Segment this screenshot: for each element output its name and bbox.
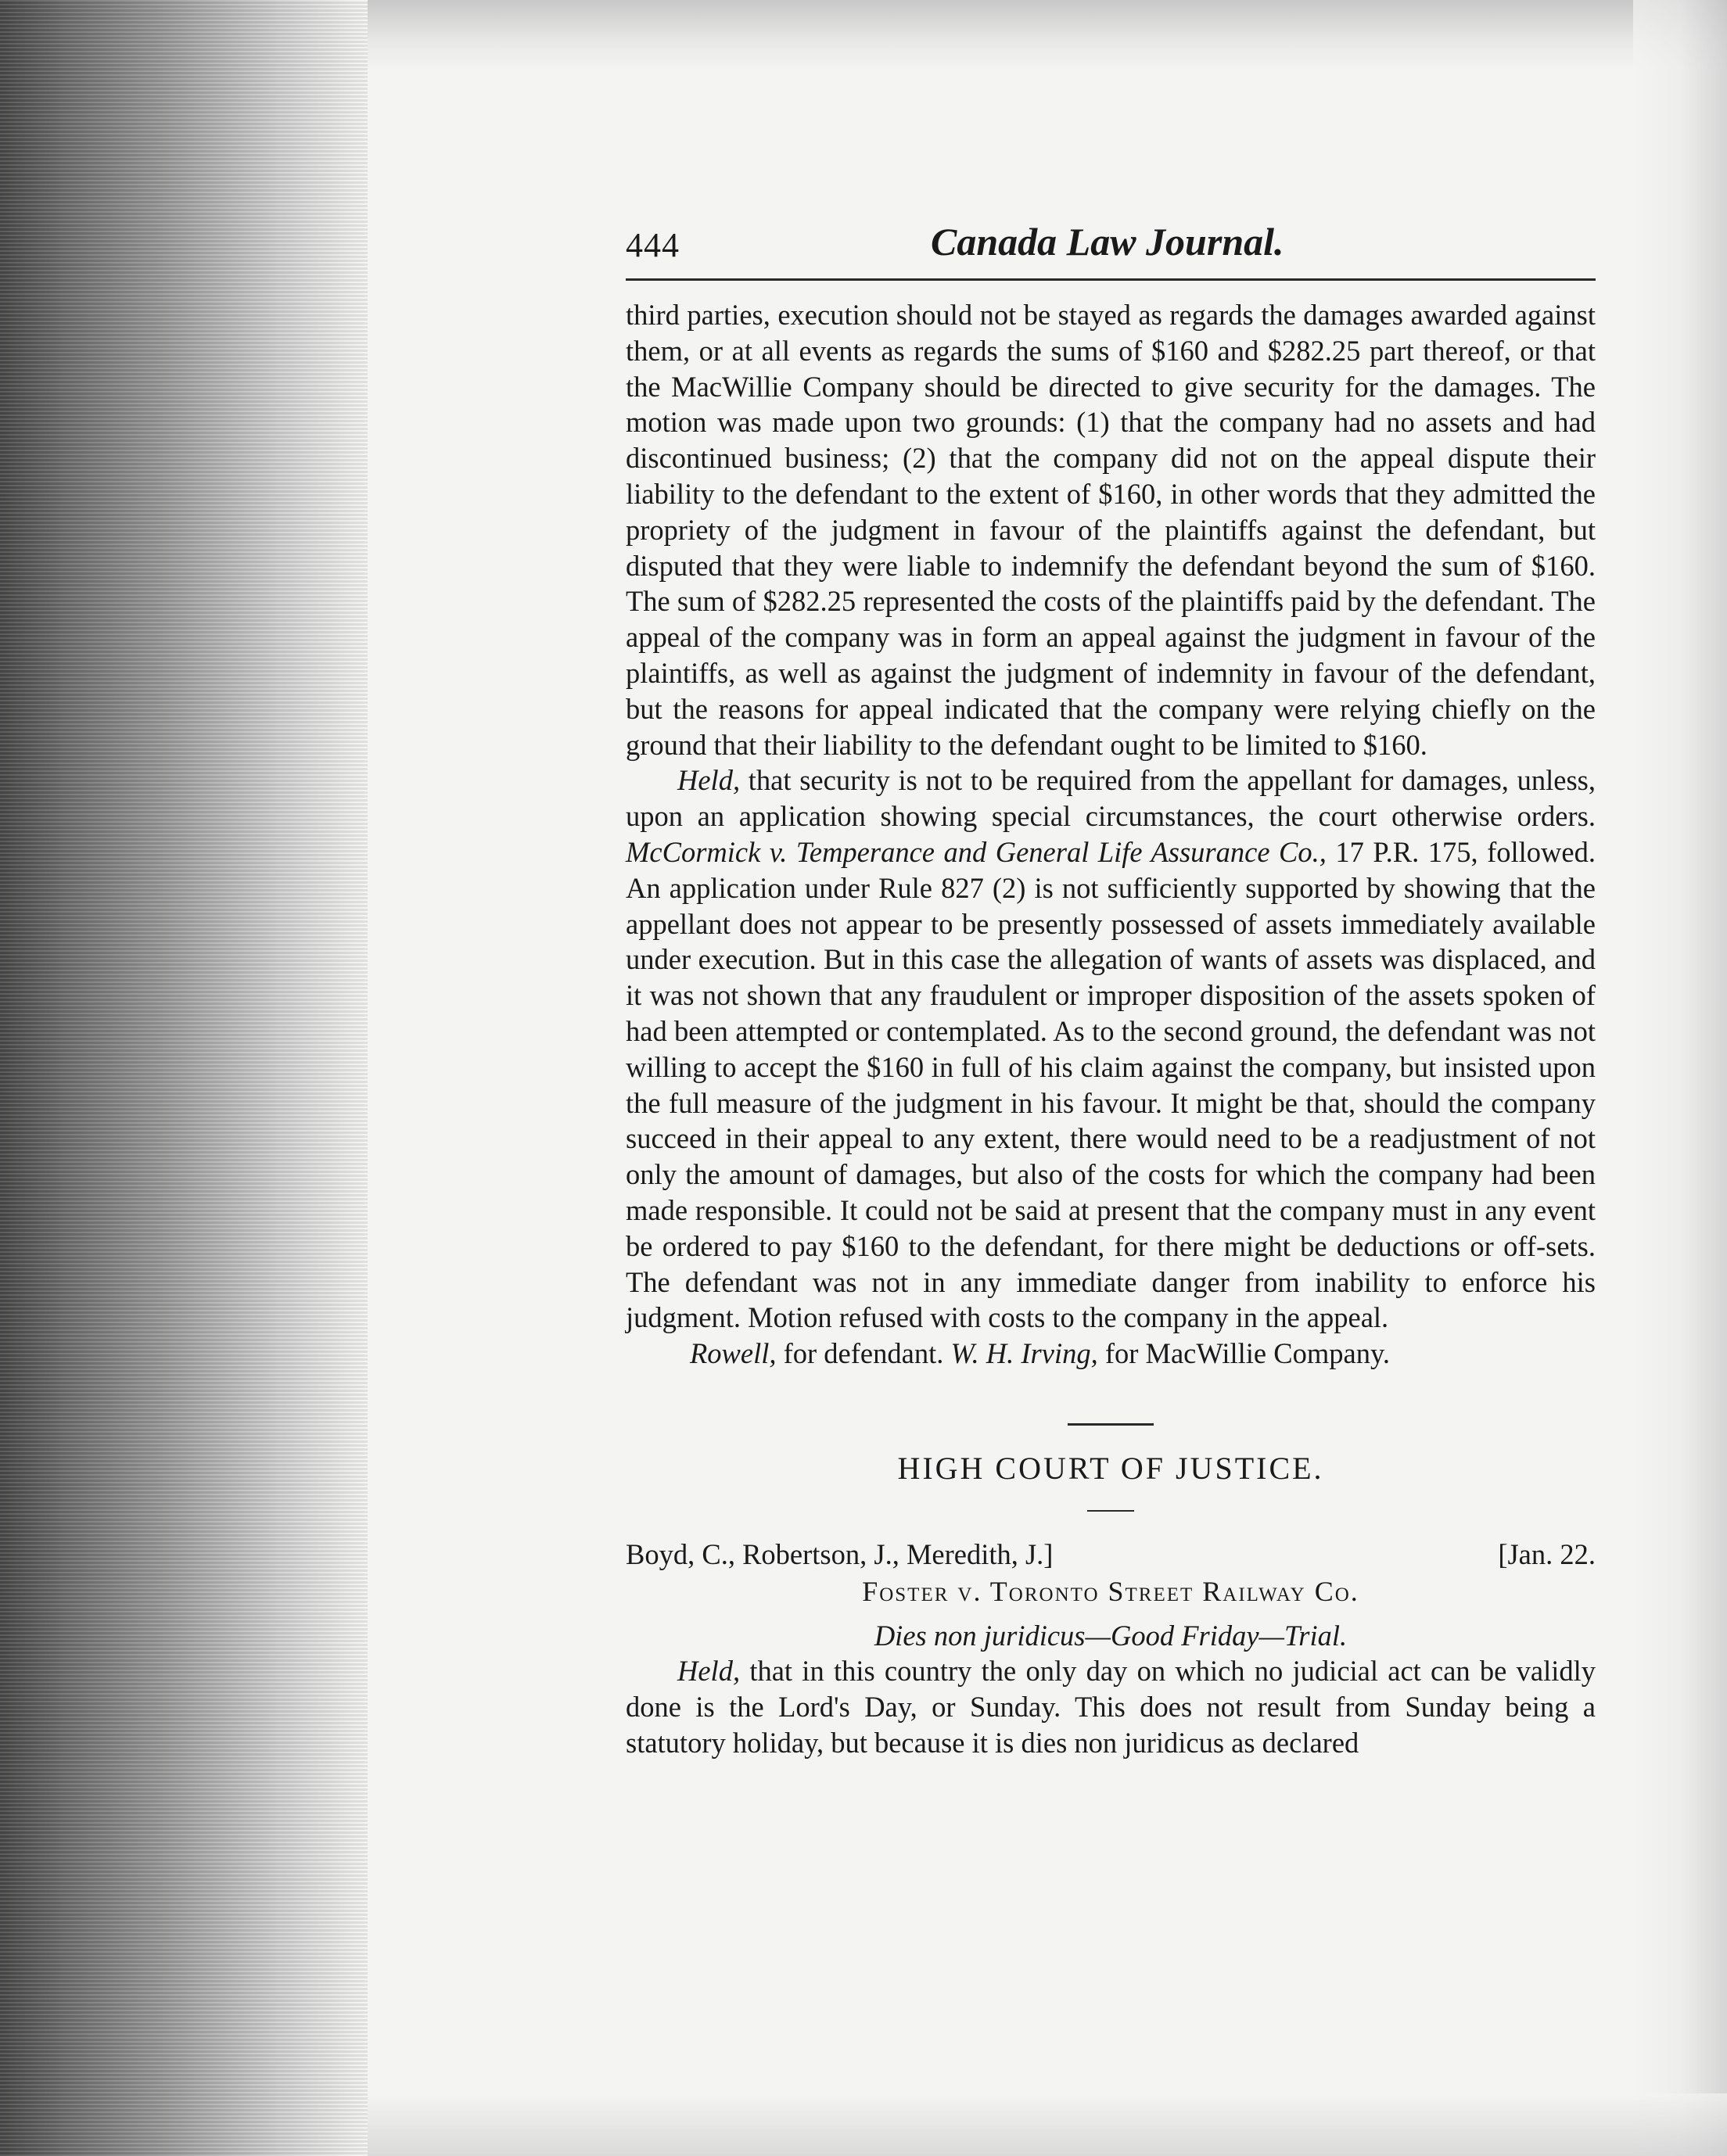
cited-case: McCormick v. Temperance and General Life Assurance Co.,: [626, 835, 1327, 868]
running-title: Canada Law Journal.: [931, 220, 1284, 264]
section-divider: [1068, 1423, 1154, 1426]
continued-paragraph: third parties, execution should not be stayed as regards the damages awarded against them, or at all events as regards the sums of $160 and $282.25 part thereof, or that the MacWillie Company should be directed to give security for the damages. The motion was made upon two grounds: (1) that the company had no assets and had discontinued business; (2) that the company did not on the appeal dispute their liability to the defendant to the extent of $160, in other words that they admitted the propriety of the judgment in favour of the plaintiffs against the defendant, but disputed that they were liable to indemnify the defendant beyond the sum of $160. The sum of $282.25 represented the costs of the plaintiffs paid by the defendant. The appeal of the company was in form an appeal against the judgment in favour of the plaintiffs, as well as against the judgment of indemnity in favour of the defendant, but the reasons for appeal indicated that the company were relying chiefly on the ground that their liability to the defendant ought to be limited to $160.: [626, 299, 1596, 761]
scan-edge-shadow-bottom: [368, 2093, 1727, 2156]
held-text-2: that in this country the only day on which no judicial act can be validly done is the Lord's Day, or Sunday. This does not result from Sunday being a statutory holiday, but because it is dies non juridicus as declared: [626, 1655, 1596, 1759]
case-name: Foster v. Toronto Street Railway Co.: [862, 1575, 1359, 1607]
held-text-a: that security is not to be required from the appellant for damages, unless, upon an application showing special circumstances, the court otherwise orders.: [626, 764, 1596, 833]
body-text: [626, 297, 1596, 1761]
scan-edge-texture-left: [0, 0, 368, 2156]
counsel-name-2: W. H. Irving,: [950, 1337, 1098, 1370]
case-judges: Boyd, C., Robertson, J., Meredith, J.]: [626, 1537, 1054, 1570]
held-label-2: Held,: [677, 1655, 741, 1688]
held-text-b: 17 P.R. 175, followed. An application under Rule 827 (2) is not sufficiently supported by showing that the appellant does not appear to be presently possessed of assets immediately available under execution. But in this case the allegation of wants of assets was displaced, and it was not shown that any fraudulent or improper disposition of the assets spoken of had been attempted or contemplated. As to the second ground, the defendant was not willing to accept the $160 in full of his claim against the company, but insisted upon the full measure of the judgment in his favour. It might be that, should the company succeed in their appeal to any extent, there would need to be a readjustment of not only the amount of damages, but also of the costs for which the company had been made responsible. It could not be said at present that the company must in any event be ordered to pay $160 to the defendant, for there might be deductions or off-sets. The defendant was not in any immediate danger from inability to enforce his judgment. Motion refused with costs to the company in the appeal.: [626, 835, 1596, 1334]
counsel-role-1: for defendant.: [776, 1337, 951, 1370]
held-paragraph-2: [626, 1653, 1596, 1760]
case-subject: Dies non juridicus—Good Friday—Trial.: [874, 1619, 1348, 1652]
journal-page: [626, 211, 1596, 1761]
heading-divider: [1087, 1510, 1134, 1512]
counsel-line: [626, 1336, 1596, 1372]
held-paragraph: [626, 762, 1596, 1336]
page-number: 444: [626, 226, 680, 264]
held-label: Held,: [677, 764, 741, 797]
scan-edge-shadow-right: [1633, 0, 1727, 2156]
scan-edge-shadow-top: [368, 0, 1727, 70]
section-heading: HIGH COURT OF JUSTICE.: [897, 1450, 1324, 1486]
page-header: [626, 211, 1596, 282]
case-date: [Jan. 22.: [1498, 1537, 1596, 1570]
header-rule: [626, 278, 1596, 281]
counsel-name-1: Rowell,: [690, 1337, 777, 1370]
counsel-role-2: for MacWillie Company.: [1097, 1337, 1390, 1370]
case-bench-line: [626, 1537, 1596, 1574]
